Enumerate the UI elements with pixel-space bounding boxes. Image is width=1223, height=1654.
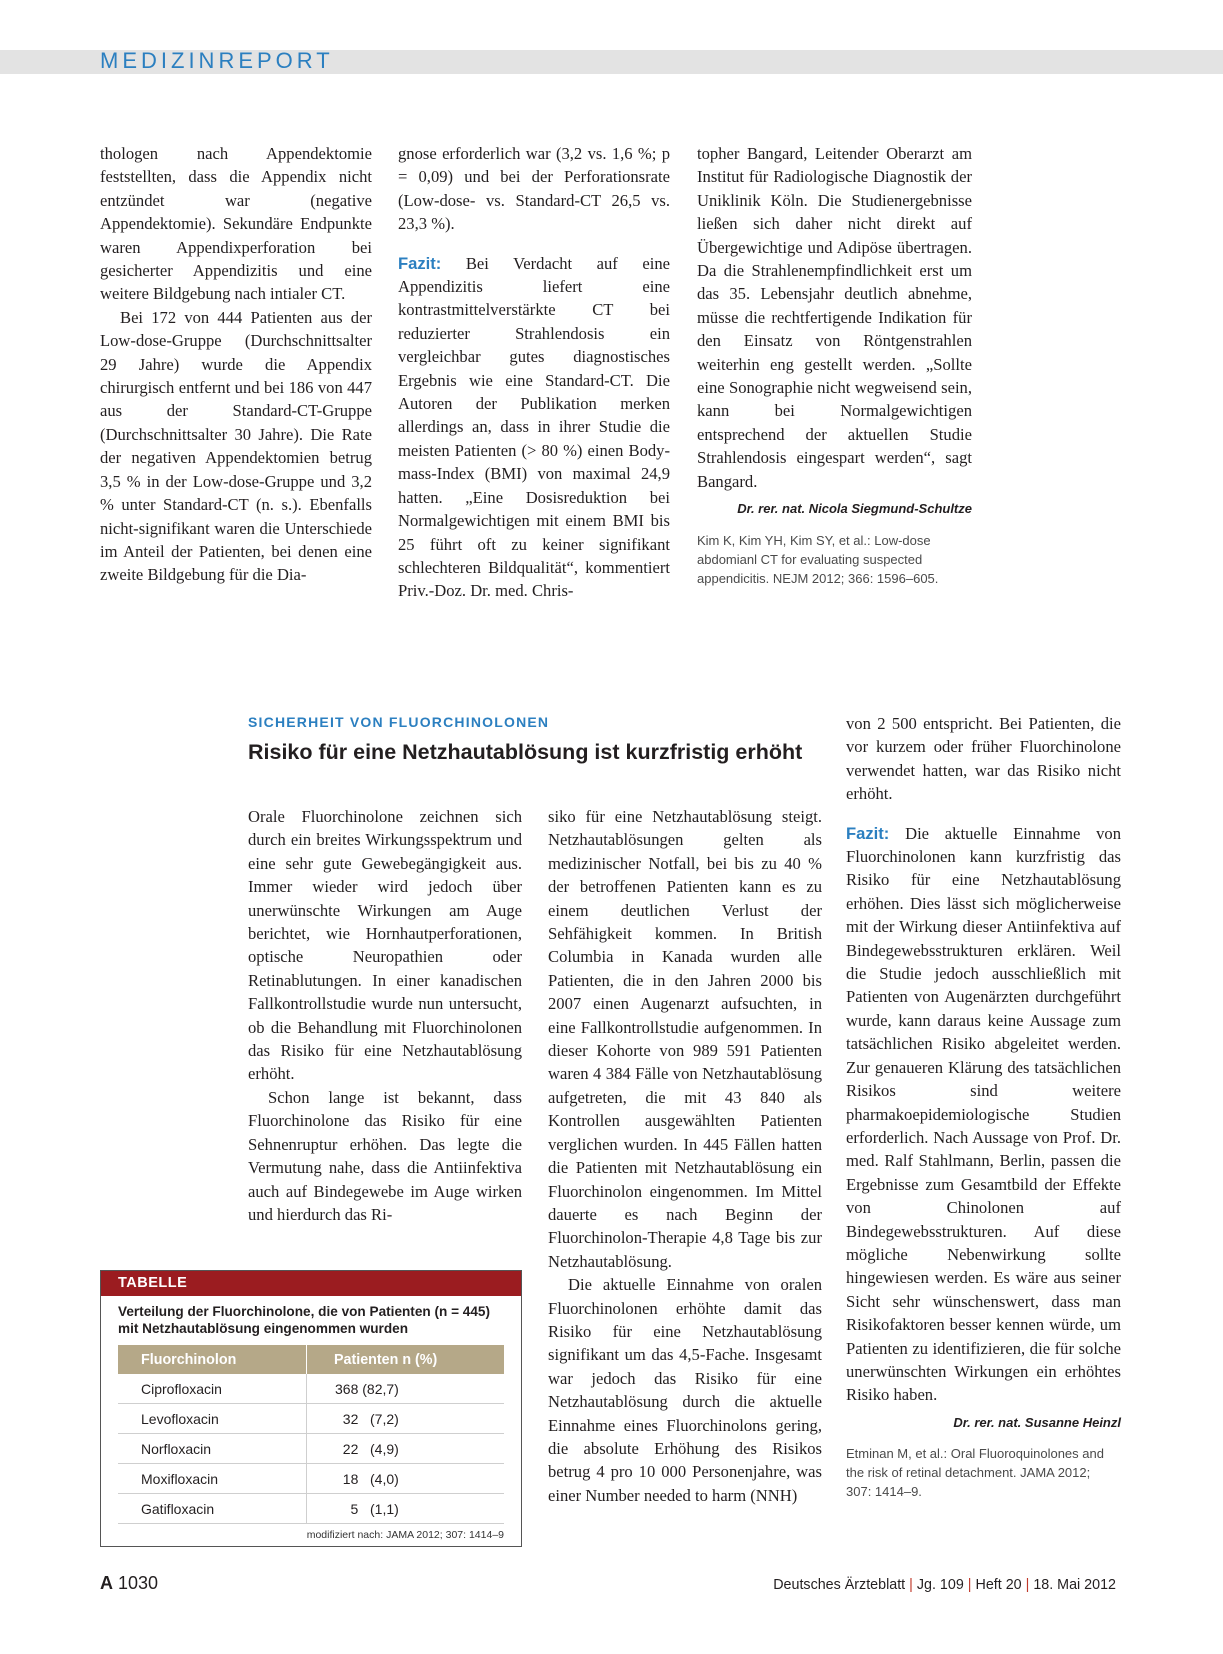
table-cell: Ciprofloxacin [118,1374,307,1404]
table-caption: Verteilung der Fluorchinolone, die von Patienten (n = 445) mit Netzhautablösung eingenommen wurden [118,1304,491,1336]
page-prefix: A [100,1573,113,1593]
article2-column-3 [846,712,1121,1501]
fluorchinolon-table-box [100,1270,522,1547]
fazit-text: Die aktuelle Einnahme von Fluorchinolonen kann kurzfristig das Risiko für eine Netzhautablösung erhöhen. Dies lässt sich möglicherweise mit der Wirkung dieser Antiinfektiva auf Bindegewebsstrukturen erklären. Weil die Studie jedoch ausschließlich mit Patienten von Augenärzten durchgeführt wurde, kann daraus keine Aussage zum tatsächlichen Risiko abgeleitet werden. Zur genaueren Klärung des tatsächlichen Risikos sind weitere pharmakoepidemiologische Studien erforderlich. Nach Aussage von Prof. Dr. med. Ralf Stahlmann, Berlin, passen die Ergebnisse zum Gesamtbild der Effekte von Chinolonen auf Bindegewebsstrukturen. Auf diese mögliche Nebenwirkung sollte hingewiesen werden. Es wäre aus seiner Sicht sehr wünschenswert, dass man Risikofaktoren besser kennen würde, um Patienten zu identifizieren, die für solche unerwünschten Wirkungen ein erhöhtes Risiko haben. [846,823,1121,1405]
table-cell: Gatifloxacin [118,1494,307,1524]
article2-author: Dr. rer. nat. Susanne Heinzl [953,1414,1121,1430]
table-row [118,1374,504,1404]
table-row [118,1434,504,1464]
table-cell: 22 (4,9) [307,1434,505,1464]
article2-paragraph: Orale Fluorchinolone zeichnen sich durch ein breites Wirkungsspektrum und eine sehr gute Gewebegängigkeit aus. Immer wieder wird jedoch über unerwünschte Wirkungen am Auge berichtet, wie Hornhautperforationen, optische Neuropathien oder Retinablutungen. In einer kanadischen Fallkontrollstudie wurde nun untersucht, ob die Behandlung mit Fluorchinolonen das Risiko für eine Netzhautablösung erhöht. [248,807,522,1084]
article1-reference: Kim K, Kim YH, Kim SY, et al.: Low-dose abdomianl CT for evaluating suspected appendicitis. NEJM 2012; 366: 1596–605. [697,532,939,586]
table-row [118,1464,504,1494]
article2-title: Risiko für eine Netzhautablösung ist kurzfristig erhöht [248,740,803,764]
journal-footer [773,1577,1116,1593]
table-cell: 32 (7,2) [307,1404,505,1434]
table-column-header: Fluorchinolon [118,1345,307,1374]
article1-paragraph: thologen nach Appendektomie feststellten, dass die Appendix nicht entzündet war (negative Appendektomie). Sekundäre Endpunkte waren Appendixperforation bei gesicherter Appendizitis und eine weitere Bildgebung nach intialer CT. [100,144,372,304]
article1-paragraph: topher Bangard, Leitender Oberarzt am Institut für Radiologische Diagnostik der Uniklinik Köln. Die Studienergebnisse ließen sich daher nicht direkt auf Übergewichtige und Adipöse übertragen. Da die Strahlenempfindlichkeit erst um das 35. Lebensjahr deutlich abnehme, müsse die rechtfertigende Indikation für den Einsatz von Röntgenstrahlen weiterhin eng gestellt werden. „Sollte eine Sonographie nicht wegweisend sein, kann bei Normalgewichtigen entsprechend der aktuellen Studie Strahlendosis eingespart werden“, sagt Bangard. [697,144,972,491]
table-row [118,1404,504,1434]
article2-paragraph: von 2 500 entspricht. Bei Patienten, die vor kurzem oder früher Fluorchinolone verwendet hatten, war das Risiko nicht erhöht. [846,714,1121,804]
footer-divider: | [909,1577,913,1593]
table-cell: Levofloxacin [118,1404,307,1434]
article2-column-2 [548,805,822,1507]
table-header-row [118,1345,504,1374]
fazit-label: Fazit: [398,253,442,273]
article2-section-label: SICHERHEIT VON FLUORCHINOLONEN [248,714,550,730]
table-cell: Moxifloxacin [118,1464,307,1494]
table-cell: Norfloxacin [118,1434,307,1464]
article2-column-1 [248,805,522,1226]
fazit-text: Bei Verdacht auf eine Appendizitis liefert eine kontrastmittelverstärkte CT bei reduzierter Strahlendosis ein vergleichbar gutes diagnostisches Ergebnis wie eine Standard-CT. Die Autoren der Publikation merken allerdings an, dass in ihrer Studie die meisten Patienten (> 80 %) einen Body-mass-Index (BMI) von maximal 24,9 hatten. „Eine Dosisreduktion bei Normalgewichtigen mit einem BMI bis 25 führt oft zu keiner signifikant schlechteren Bildqualität“, kommentiert Priv.-Doz. Dr. med. Chris- [398,253,670,601]
section-header: MEDIZINREPORT [100,48,334,73]
table-cell: 5 (1,1) [307,1494,505,1524]
article1-column-2 [398,142,670,603]
article2-fazit [846,822,1121,1407]
table-cell: 368 (82,7) [307,1374,505,1404]
article1-paragraph: gnose erforderlich war (3,2 vs. 1,6 %; p = 0,09) und bei der Perforationsrate (Low-dose- vs. Standard-CT 26,5 vs. 23,3 %). [398,144,670,234]
article2-paragraph: siko für eine Netzhautablösung steigt. Netzhautablösungen gelten als medizinischer Notfall, bei bis zu 40 % der betroffenen Patienten kann es zu einem deutlichen Verlust der Sehfähigkeit kommen. In British Columbia in Kanada wurden alle Patienten, die in den Jahren 2000 bis 2007 einen Augenarzt aufsuchten, in eine Fallkontrollstudie aufgenommen. In dieser Kohorte von 989 591 Patienten waren 4 384 Fälle von Netzhautablösung aufgetreten, die mit 43 840 als Kontrollen ausgewählten Patienten verglichen wurden. In 445 Fällen hatten die Patienten mit Netzhautablösung ein Fluorchinolon eingenommen. Im Mittel dauerte es nach Beginn der Fluorchinolon-Therapie 4,8 Tage bis zur Netzhautablösung. [548,807,822,1271]
table-row [118,1494,504,1524]
page-number-value: 1030 [118,1573,159,1593]
journal-volume: Jg. 109 [916,1577,964,1593]
journal-issue: Heft 20 [975,1577,1022,1593]
table-cell: 18 (4,0) [307,1464,505,1494]
footer-divider: | [1025,1577,1030,1593]
article2-paragraph: Die aktuelle Einnahme von oralen Fluorchinolonen erhöhte damit das Risiko für eine Netzhautablösung signifikant um das 4,5-Fache. Insgesamt war jedoch das Risiko für eine Netzhautablösung durch die aktuelle Einnahme eines Fluorchinolons gering, die absolute Erhöhung des Risikos betrug 4 pro 10 000 Personenjahre, was einer Number needed to harm (NNH) [548,1275,822,1505]
article1-author: Dr. rer. nat. Nicola Siegmund-Schultze [737,501,972,517]
page-number [100,1573,158,1594]
article2-paragraph: Schon lange ist bekannt, dass Fluorchinolone das Risiko für eine Sehnenruptur erhöhen. Das legte die Vermutung nahe, dass die Antiinfektiva auch auf Bindegewebe im Auge wirken und hierdurch das Ri- [248,1087,522,1224]
article1-column-1 [100,142,372,587]
article1-paragraph: Bei 172 von 444 Patienten aus der Low-dose-Gruppe (Durchschnittsalter 29 Jahre) wurde die Appendix chirurgisch entfernt und bei 186 von 447 aus der Standard-CT-Gruppe (Durchschnittsalter 30 Jahre). Die Rate der negativen Appendektomien betrug 3,5 % in der Low-dose-Gruppe und 3,2 % unter Standard-CT (n. s.). Ebenfalls nicht-signifikant waren die Unterschiede im Anteil der Patienten, bei denen eine zweite Bildgebung für die Dia- [100,307,372,585]
footer-divider: | [967,1577,972,1593]
article1-column-3 [697,142,972,588]
table-label: TABELLE [101,1271,521,1296]
fluorchinolon-table [118,1345,504,1524]
article2-reference: Etminan M, et al.: Oral Fluoroquinolones and the risk of retinal detachment. JAMA 2012; 307: 1414–9. [846,1446,1104,1500]
journal-name: Deutsches Ärzteblatt [773,1577,906,1593]
table-source: modifiziert nach: JAMA 2012; 307: 1414–9 [306,1529,504,1541]
article1-fazit [398,252,670,603]
fazit-label: Fazit: [846,823,890,843]
journal-date: 18. Mai 2012 [1033,1577,1116,1593]
table-column-header: Patienten n (%) [307,1345,505,1374]
